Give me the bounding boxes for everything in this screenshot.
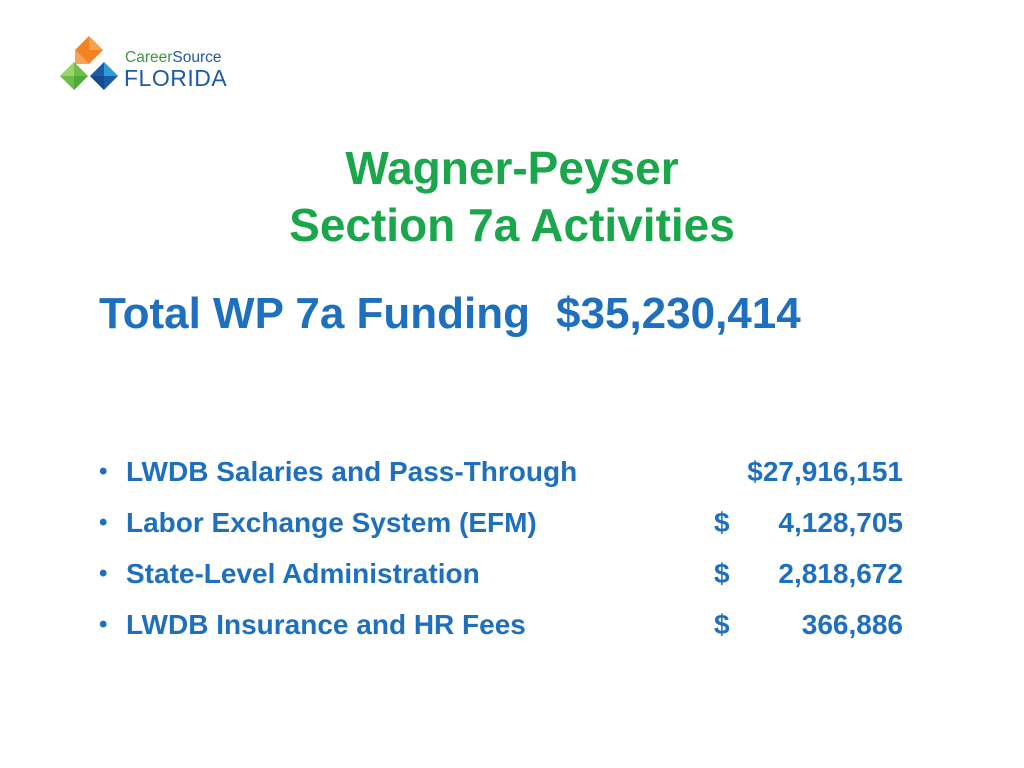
bullet: • [99,560,108,587]
careersource-logo-icon [55,36,123,106]
list-item-label: LWDB Salaries and Pass-Through [126,456,578,487]
list-item-amount: 366,886 [801,609,903,640]
slide-title-line-1: Wagner-Peyser [345,142,679,194]
bullet: • [99,611,108,638]
list-item [99,548,919,599]
list-item-amount: 2,818,672 [778,558,903,589]
total-funding-amount: $35,230,414 [556,289,801,338]
careersource-florida-logo [55,36,245,106]
funding-breakdown-list [99,446,919,650]
list-item-label: Labor Exchange System (EFM) [126,507,537,538]
logo-text-florida: FLORIDA [124,65,228,91]
list-item [99,446,919,497]
list-item-dollar-sign: $ [714,558,730,589]
slide-title-line-2: Section 7a Activities [289,199,735,251]
logo-text-career: Career [125,49,173,66]
list-item [99,599,919,650]
bullet: • [99,458,108,485]
logo-text-source: Source [172,49,222,66]
list-item [99,497,919,548]
total-funding [99,286,801,342]
total-funding-label: Total WP 7a Funding [99,289,531,338]
list-item-label: State-Level Administration [126,558,480,589]
list-item-dollar-sign: $ [714,609,730,640]
list-item-amount: 4,128,705 [778,507,903,538]
list-item-label: LWDB Insurance and HR Fees [126,609,526,640]
list-item-amount: $27,916,151 [747,456,903,487]
logo-text-careersource [125,50,222,66]
bullet: • [99,509,108,536]
list-item-dollar-sign: $ [714,507,730,538]
slide-title [0,140,1024,254]
